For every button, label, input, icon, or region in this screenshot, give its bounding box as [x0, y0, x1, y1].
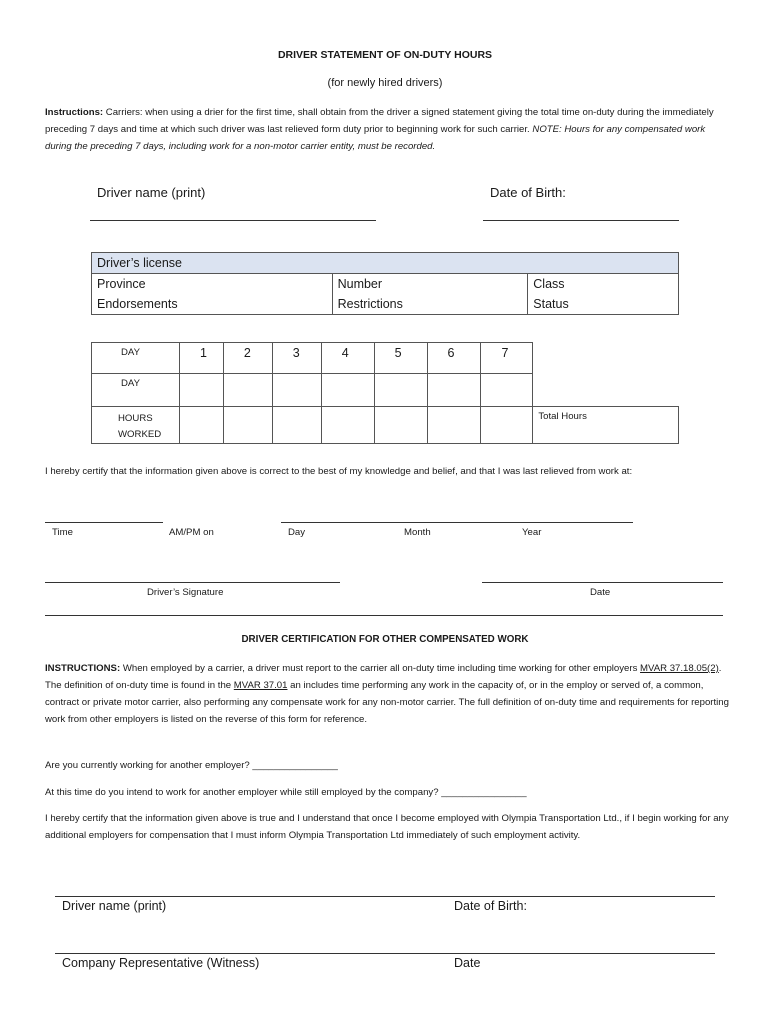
drivers-license-header: Driver’s license: [92, 253, 679, 274]
hours-input-cell[interactable]: [179, 407, 223, 444]
driver-name-field[interactable]: [90, 220, 376, 221]
witness-line[interactable]: [55, 953, 715, 954]
date-input-cell[interactable]: [179, 374, 223, 407]
certify-paragraph: I hereby certify that the information given above is correct to the best of my knowledge and belief, and that I was last relieved from work at:: [45, 466, 633, 477]
hours-label-line2: WORKED: [118, 429, 162, 440]
signature-date-field[interactable]: [482, 582, 723, 583]
blank-cell: [533, 374, 679, 407]
date-input-cell[interactable]: [374, 374, 427, 407]
witness-date-label: Date: [454, 956, 481, 970]
day-label: Day: [288, 527, 306, 538]
hours-worked-table: [91, 342, 679, 444]
hours-input-cell[interactable]: [272, 407, 321, 444]
witness-label: Company Representative (Witness): [62, 956, 260, 970]
time-label: Time: [52, 527, 73, 538]
day-3-cell: 3: [272, 343, 321, 374]
hours-input-cell[interactable]: [374, 407, 427, 444]
driver-signature-label: Driver’s Signature: [147, 587, 224, 598]
total-hours-cell[interactable]: Total Hours: [533, 407, 679, 444]
drivers-license-table: [91, 252, 679, 315]
province-cell[interactable]: Province: [92, 274, 333, 295]
hours-label-line1: HOURS: [118, 413, 153, 424]
hours-worked-label: [92, 407, 180, 444]
date-input-cell[interactable]: [272, 374, 321, 407]
section2-instructions-part1: When employed by a carrier, a driver must report to the carrier all on-duty time including time working for other employers: [122, 663, 638, 674]
date-input-cell[interactable]: [481, 374, 533, 407]
instructions-paragraph: [45, 104, 725, 155]
section2-title: DRIVER CERTIFICATION FOR OTHER COMPENSATED WORK: [241, 634, 529, 645]
date-input-cell[interactable]: [321, 374, 374, 407]
date-of-birth-label: Date of Birth:: [490, 185, 566, 200]
hours-input-cell[interactable]: [427, 407, 481, 444]
section2-dob-label: Date of Birth:: [454, 899, 527, 913]
date-of-birth-field[interactable]: [483, 220, 679, 221]
day-4-cell: 4: [321, 343, 374, 374]
month-label: Month: [404, 527, 431, 538]
certify2-paragraph: I hereby certify that the information given above is true and I understand that once I become employed with Olympia Transportation Ltd., if I begin working for any additional employers for compensation that I must inform Olympia Transportation Ltd immediately of such employment activity.: [45, 813, 729, 841]
day-6-cell: 6: [427, 343, 481, 374]
date-relieved-field[interactable]: [281, 522, 633, 523]
day-header-cell: DAY: [92, 343, 180, 374]
date-input-cell[interactable]: [427, 374, 481, 407]
year-label: Year: [522, 527, 542, 538]
driver-signature-field[interactable]: [45, 582, 340, 583]
hours-input-cell[interactable]: [481, 407, 533, 444]
section2-instructions-part2: . The definition of on-duty time is found in the: [45, 663, 722, 691]
hours-input-cell[interactable]: [321, 407, 374, 444]
restrictions-cell[interactable]: Restrictions: [332, 294, 528, 315]
day-7-cell: 7: [481, 343, 533, 374]
mvar-reference-link-1[interactable]: MVAR 37.18.05(2): [640, 663, 719, 674]
page-title: DRIVER STATEMENT OF ON-DUTY HOURS: [277, 49, 493, 61]
day-1-cell: 1: [179, 343, 223, 374]
blank-cell: [533, 343, 679, 374]
page-subtitle: (for newly hired drivers): [327, 77, 443, 89]
mvar-reference-link-2[interactable]: MVAR 37.01: [233, 680, 288, 691]
instructions-text: Carriers: when using a drier for the first time, shall obtain from the driver a signed statement giving the total time on-duty during the immediately preceding 7 days and time at which such driver was last relieved form duty prior to beginning work for such carrier.: [45, 107, 714, 135]
section2-instructions-part3: an includes time performing any work in the capacity of, or in the employ or served of, a common, contract or private motor carrier, also performing any compensate work for any non-motor carrier. The full definition of on-duty time and requirements for reporting work from other employers is listed on the reverse of this form for reference.: [45, 680, 729, 725]
question-intend-other-work[interactable]: At this time do you intend to work for another employer while still employed by the company? ________________: [45, 787, 527, 798]
section2-instructions-label: INSTRUCTIONS:: [45, 663, 121, 674]
status-cell[interactable]: Status: [528, 294, 679, 315]
section-divider: [45, 615, 723, 616]
driver-name-label: Driver name (print): [97, 185, 206, 200]
instructions-label: Instructions:: [45, 107, 104, 118]
section2-name-line[interactable]: [55, 896, 715, 897]
hours-input-cell[interactable]: [223, 407, 272, 444]
date-row-label: DAY: [92, 374, 180, 407]
signature-date-label: Date: [590, 587, 611, 598]
section2-instructions: [45, 660, 730, 728]
day-5-cell: 5: [374, 343, 427, 374]
instructions-note: NOTE: Hours for any compensated work during the preceding 7 days, including work for a non-motor carrier entity, must be recorded.: [45, 124, 706, 152]
section2-driver-name-label: Driver name (print): [62, 899, 167, 913]
question-other-employer[interactable]: Are you currently working for another employer? ________________: [45, 760, 338, 771]
date-input-cell[interactable]: [223, 374, 272, 407]
class-cell[interactable]: Class: [528, 274, 679, 295]
ampm-label: AM/PM on: [169, 527, 214, 538]
day-2-cell: 2: [223, 343, 272, 374]
time-field[interactable]: [45, 522, 163, 523]
number-cell[interactable]: Number: [332, 274, 528, 295]
endorsements-cell[interactable]: Endorsements: [92, 294, 333, 315]
